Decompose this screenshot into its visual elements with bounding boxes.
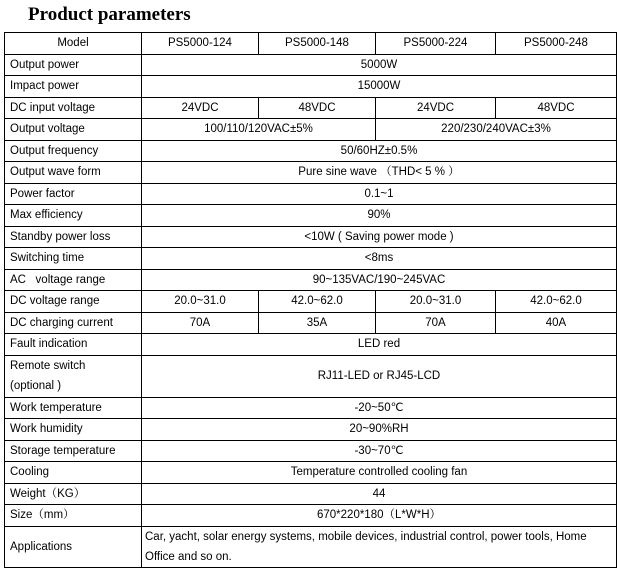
table-row xyxy=(5,205,617,227)
table-row xyxy=(5,76,617,98)
row-label: AC voltage range xyxy=(5,269,142,291)
row-label: DC input voltage xyxy=(5,97,142,119)
table-row xyxy=(5,54,617,76)
row-label: Output frequency xyxy=(5,140,142,162)
row-label: Max efficiency xyxy=(5,205,142,227)
table-row xyxy=(5,269,617,291)
row-value: Pure sine wave （THD< 5 % ） xyxy=(142,162,617,184)
row-value: Temperature controlled cooling fan xyxy=(142,462,617,484)
product-parameters-table xyxy=(4,32,617,568)
row-label: Cooling xyxy=(5,462,142,484)
table-row xyxy=(5,505,617,527)
table-row xyxy=(5,226,617,248)
table-row xyxy=(5,291,617,313)
row-label: Storage temperature xyxy=(5,440,142,462)
row-label: Work temperature xyxy=(5,397,142,419)
row-value: 220/230/240VAC±3% xyxy=(376,119,617,141)
table-header-row xyxy=(5,33,617,55)
row-label: DC voltage range xyxy=(5,291,142,313)
model-header: Model xyxy=(5,33,142,55)
row-value: 50/60HZ±0.5% xyxy=(142,140,617,162)
table-row xyxy=(5,355,617,397)
row-value: 24VDC xyxy=(376,97,496,119)
row-label: Size（mm） xyxy=(5,505,142,527)
row-value-line: Office and so on. xyxy=(145,550,232,563)
table-row xyxy=(5,526,617,567)
row-value: 48VDC xyxy=(496,97,617,119)
row-value: 35A xyxy=(259,312,376,334)
row-label-line: (optional ) xyxy=(10,380,62,392)
table-row xyxy=(5,440,617,462)
row-value: 24VDC xyxy=(142,97,259,119)
row-label xyxy=(5,355,142,397)
table-row xyxy=(5,483,617,505)
row-value: RJ11-LED or RJ45-LCD xyxy=(142,355,617,397)
row-value: 20.0~31.0 xyxy=(376,291,496,313)
row-value: 15000W xyxy=(142,76,617,98)
page-title: Product parameters xyxy=(28,4,191,25)
row-value xyxy=(142,526,617,567)
row-value: 42.0~62.0 xyxy=(259,291,376,313)
row-value: 42.0~62.0 xyxy=(496,291,617,313)
row-label: Impact power xyxy=(5,76,142,98)
row-label: Applications xyxy=(5,526,142,567)
row-value: 0.1~1 xyxy=(142,183,617,205)
row-value: 40A xyxy=(496,312,617,334)
row-value: 90~135VAC/190~245VAC xyxy=(142,269,617,291)
table-row xyxy=(5,397,617,419)
row-value: 44 xyxy=(142,483,617,505)
row-value: <8ms xyxy=(142,248,617,270)
row-label-line: Remote switch xyxy=(10,360,86,372)
table-row xyxy=(5,183,617,205)
row-label: Switching time xyxy=(5,248,142,270)
model-ps5000-148: PS5000-148 xyxy=(259,33,376,55)
row-label: Output wave form xyxy=(5,162,142,184)
row-label: Output voltage xyxy=(5,119,142,141)
table-row xyxy=(5,462,617,484)
row-value: 670*220*180（L*W*H） xyxy=(142,505,617,527)
row-value: -20~50℃ xyxy=(142,397,617,419)
row-label: DC charging current xyxy=(5,312,142,334)
row-label: Weight（KG） xyxy=(5,483,142,505)
row-label: Work humidity xyxy=(5,419,142,441)
row-value: 90% xyxy=(142,205,617,227)
row-value: 20~90%RH xyxy=(142,419,617,441)
row-label: Output power xyxy=(5,54,142,76)
row-value: 70A xyxy=(376,312,496,334)
model-ps5000-248: PS5000-248 xyxy=(496,33,617,55)
table-row xyxy=(5,334,617,356)
row-value: LED red xyxy=(142,334,617,356)
row-value: 5000W xyxy=(142,54,617,76)
row-value: <10W ( Saving power mode ) xyxy=(142,226,617,248)
model-ps5000-224: PS5000-224 xyxy=(376,33,496,55)
row-value: 20.0~31.0 xyxy=(142,291,259,313)
table-row xyxy=(5,140,617,162)
model-ps5000-124: PS5000-124 xyxy=(142,33,259,55)
row-value: 100/110/120VAC±5% xyxy=(142,119,376,141)
table-row xyxy=(5,419,617,441)
row-value: 70A xyxy=(142,312,259,334)
table-row xyxy=(5,162,617,184)
row-label: Fault indication xyxy=(5,334,142,356)
row-label: Power factor xyxy=(5,183,142,205)
table-row xyxy=(5,312,617,334)
table-row xyxy=(5,97,617,119)
table-row xyxy=(5,248,617,270)
row-value-line: Car, yacht, solar energy systems, mobile devices, industrial control, power tools, Home xyxy=(145,530,587,543)
row-value: 48VDC xyxy=(259,97,376,119)
table-row xyxy=(5,119,617,141)
row-label: Standby power loss xyxy=(5,226,142,248)
row-value: -30~70℃ xyxy=(142,440,617,462)
